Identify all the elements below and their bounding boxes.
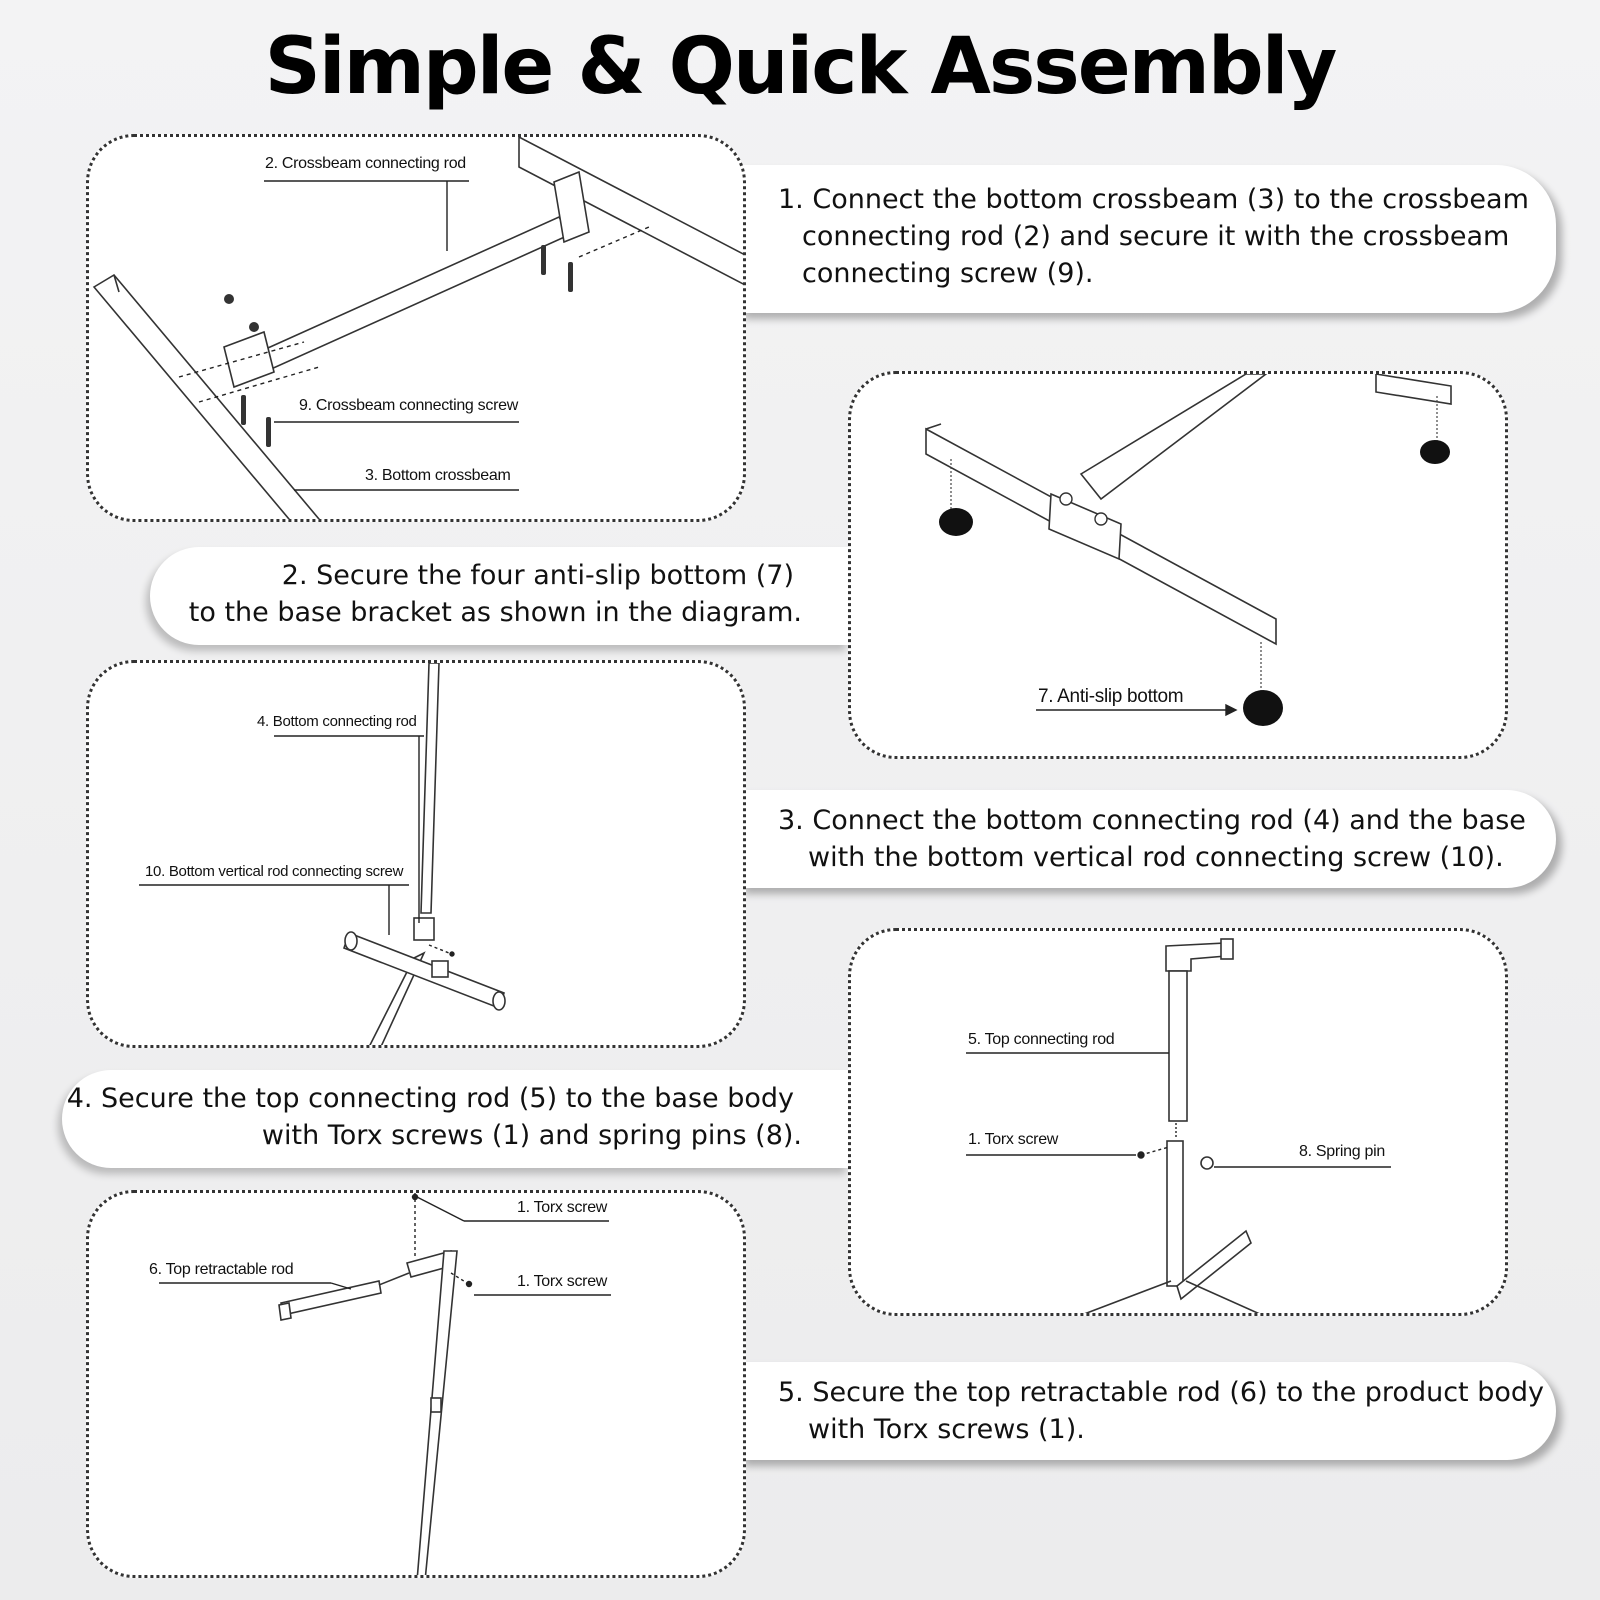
crossbeam-illustration xyxy=(89,137,746,522)
retractable-rod-illustration xyxy=(89,1193,746,1578)
step-3-line-1: 3. Connect the bottom connecting rod (4) and the base xyxy=(778,805,1526,836)
spring-pin-label: 8. Spring pin xyxy=(1299,1143,1385,1160)
step-5-line-1: 5. Secure the top retractable rod (6) to the product body xyxy=(778,1377,1544,1408)
bottom-rod-illustration xyxy=(89,663,746,1048)
retractable-rod-label: 6. Top retractable rod xyxy=(149,1261,294,1278)
step-2-instruction xyxy=(150,547,850,645)
step-1-line-2: connecting rod (2) and secure it with the crossbeam xyxy=(802,221,1510,252)
diagram-anti-slip-bottom xyxy=(848,371,1508,759)
step-1-line-1: 1. Connect the bottom crossbeam (3) to the crossbeam xyxy=(778,184,1529,215)
step-5-instruction xyxy=(738,1362,1556,1460)
step-1-line-3: connecting screw (9). xyxy=(802,258,1094,289)
top-rod-label: 5. Top connecting rod xyxy=(968,1031,1115,1048)
diagram-top-retractable-rod xyxy=(86,1190,746,1578)
torx-mid-label: 1. Torx screw xyxy=(517,1273,608,1290)
diagram-top-connecting-rod xyxy=(848,928,1508,1316)
anti-slip-label: 7. Anti-slip bottom xyxy=(1038,686,1184,707)
step-5-line-2: with Torx screws (1). xyxy=(808,1414,1085,1445)
step-3-line-2: with the bottom vertical rod connecting screw (10). xyxy=(808,842,1504,873)
vertical-screw-label: 10. Bottom vertical rod connecting screw xyxy=(145,863,404,880)
connecting-screw-label: 9. Crossbeam connecting screw xyxy=(299,397,518,414)
step-2-line-2: to the base bracket as shown in the diagram. xyxy=(188,597,802,628)
step-4-line-1: 4. Secure the top connecting rod (5) to the base body xyxy=(66,1083,794,1114)
step-2-line-1: 2. Secure the four anti-slip bottom (7) xyxy=(281,560,794,591)
torx-screw-label: 1. Torx screw xyxy=(968,1131,1059,1148)
diagram-bottom-connecting-rod xyxy=(86,660,746,1048)
page-title: Simple & Quick Assembly xyxy=(264,22,1336,112)
diagram-crossbeam-assembly xyxy=(86,134,746,522)
torx-top-label: 1. Torx screw xyxy=(517,1199,608,1216)
top-rod-illustration xyxy=(851,931,1508,1316)
step-3-instruction xyxy=(738,790,1556,888)
bottom-rod-label: 4. Bottom connecting rod xyxy=(257,713,417,730)
bottom-crossbeam-label: 3. Bottom crossbeam xyxy=(365,467,511,484)
step-4-instruction xyxy=(62,1070,850,1168)
step-4-line-2: with Torx screws (1) and spring pins (8). xyxy=(261,1120,802,1151)
step-1-instruction xyxy=(738,165,1556,313)
crossbeam-rod-label: 2. Crossbeam connecting rod xyxy=(265,155,466,172)
